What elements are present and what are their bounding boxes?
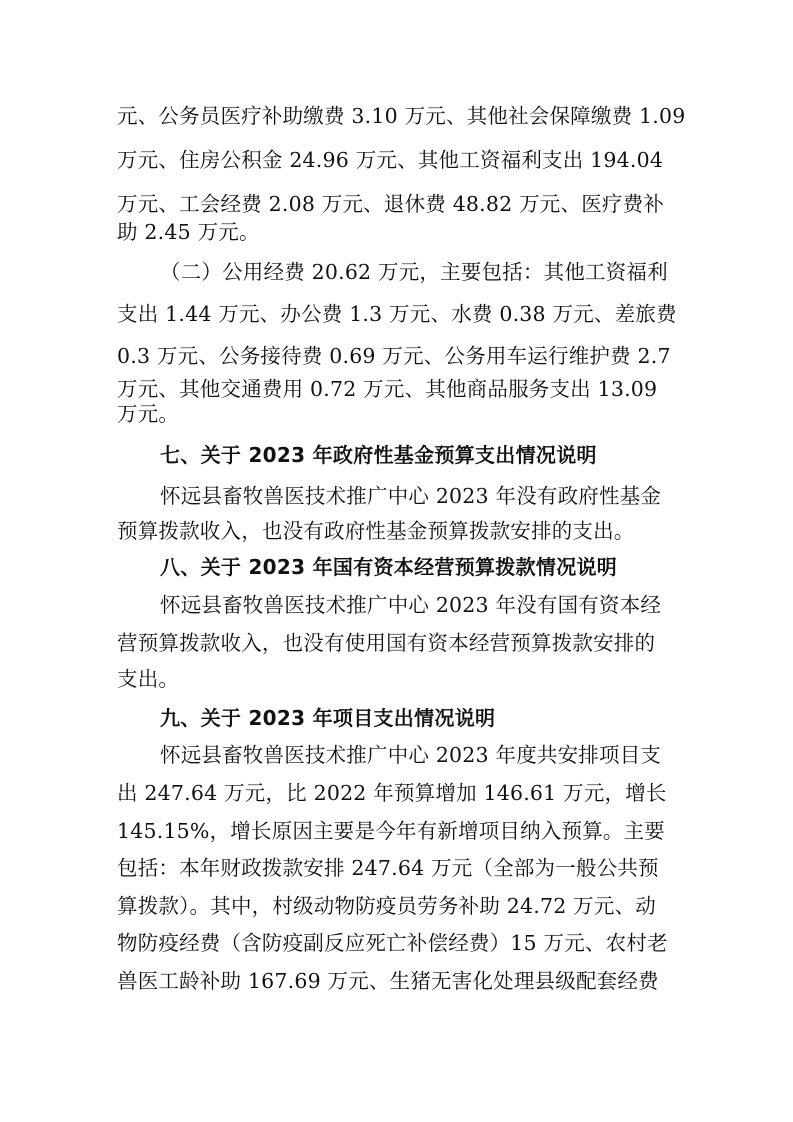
paragraph-line: 预算拨款收入，也没有政府性基金预算拨款安排的支出。 (117, 519, 635, 543)
section-heading: 九、关于 2023 年项目支出情况说明 (160, 706, 496, 730)
paragraph-line: 0.3 万元、公务接待费 0.69 万元、公务用车运行维护费 2.7 (117, 344, 671, 368)
paragraph-line: 怀远县畜牧兽医技术推广中心 2023 年没有国有资本经 (160, 593, 662, 617)
paragraph-line: 万元。 (117, 402, 180, 426)
section-heading: 七、关于 2023 年政府性基金预算支出情况说明 (160, 443, 597, 467)
paragraph-line: 万元、住房公积金 24.96 万元、其他工资福利支出 194.04 (117, 148, 664, 172)
paragraph-line: 算拨款）。其中，村级动物防疫员劳务补助 24.72 万元、动 (117, 894, 656, 918)
paragraph-line: 兽医工龄补助 167.69 万元、生猪无害化处理县级配套经费 (117, 969, 659, 993)
paragraph-line: 包括：本年财政拨款安排 247.64 万元（全部为一般公共预 (117, 856, 659, 880)
paragraph-line: 万元、其他交通费用 0.72 万元、其他商品服务支出 13.09 (117, 377, 658, 401)
paragraph-line: 元、公务员医疗补助缴费 3.10 万元、其他社会保障缴费 1.09 (117, 104, 686, 128)
paragraph-line: 支出 1.44 万元、办公费 1.3 万元、水费 0.38 万元、差旅费 (117, 302, 677, 326)
section-heading: 八、关于 2023 年国有资本经营预算拨款情况说明 (160, 555, 618, 579)
paragraph-line: 145.15%，增长原因主要是今年有新增项目纳入预算。主要 (117, 819, 666, 843)
paragraph-line: 怀远县畜牧兽医技术推广中心 2023 年没有政府性基金 (160, 484, 662, 508)
paragraph-line: 万元、工会经费 2.08 万元、退休费 48.82 万元、医疗费补 (117, 192, 664, 216)
paragraph-line: 支出。 (117, 667, 180, 691)
paragraph-line: 怀远县畜牧兽医技术推广中心 2023 年度共安排项目支 (160, 743, 662, 767)
paragraph-line: 助 2.45 万元。 (117, 220, 260, 244)
paragraph-line: （二）公用经费 20.62 万元，主要包括：其他工资福利 (160, 260, 668, 284)
paragraph-line: 营预算拨款收入，也没有使用国有资本经营预算拨款安排的 (117, 631, 656, 655)
paragraph-line: 物防疫经费（含防疫副反应死亡补偿经费）15 万元、农村老 (117, 931, 668, 955)
paragraph-line: 出 247.64 万元，比 2022 年预算增加 146.61 万元，增长 (117, 781, 667, 805)
